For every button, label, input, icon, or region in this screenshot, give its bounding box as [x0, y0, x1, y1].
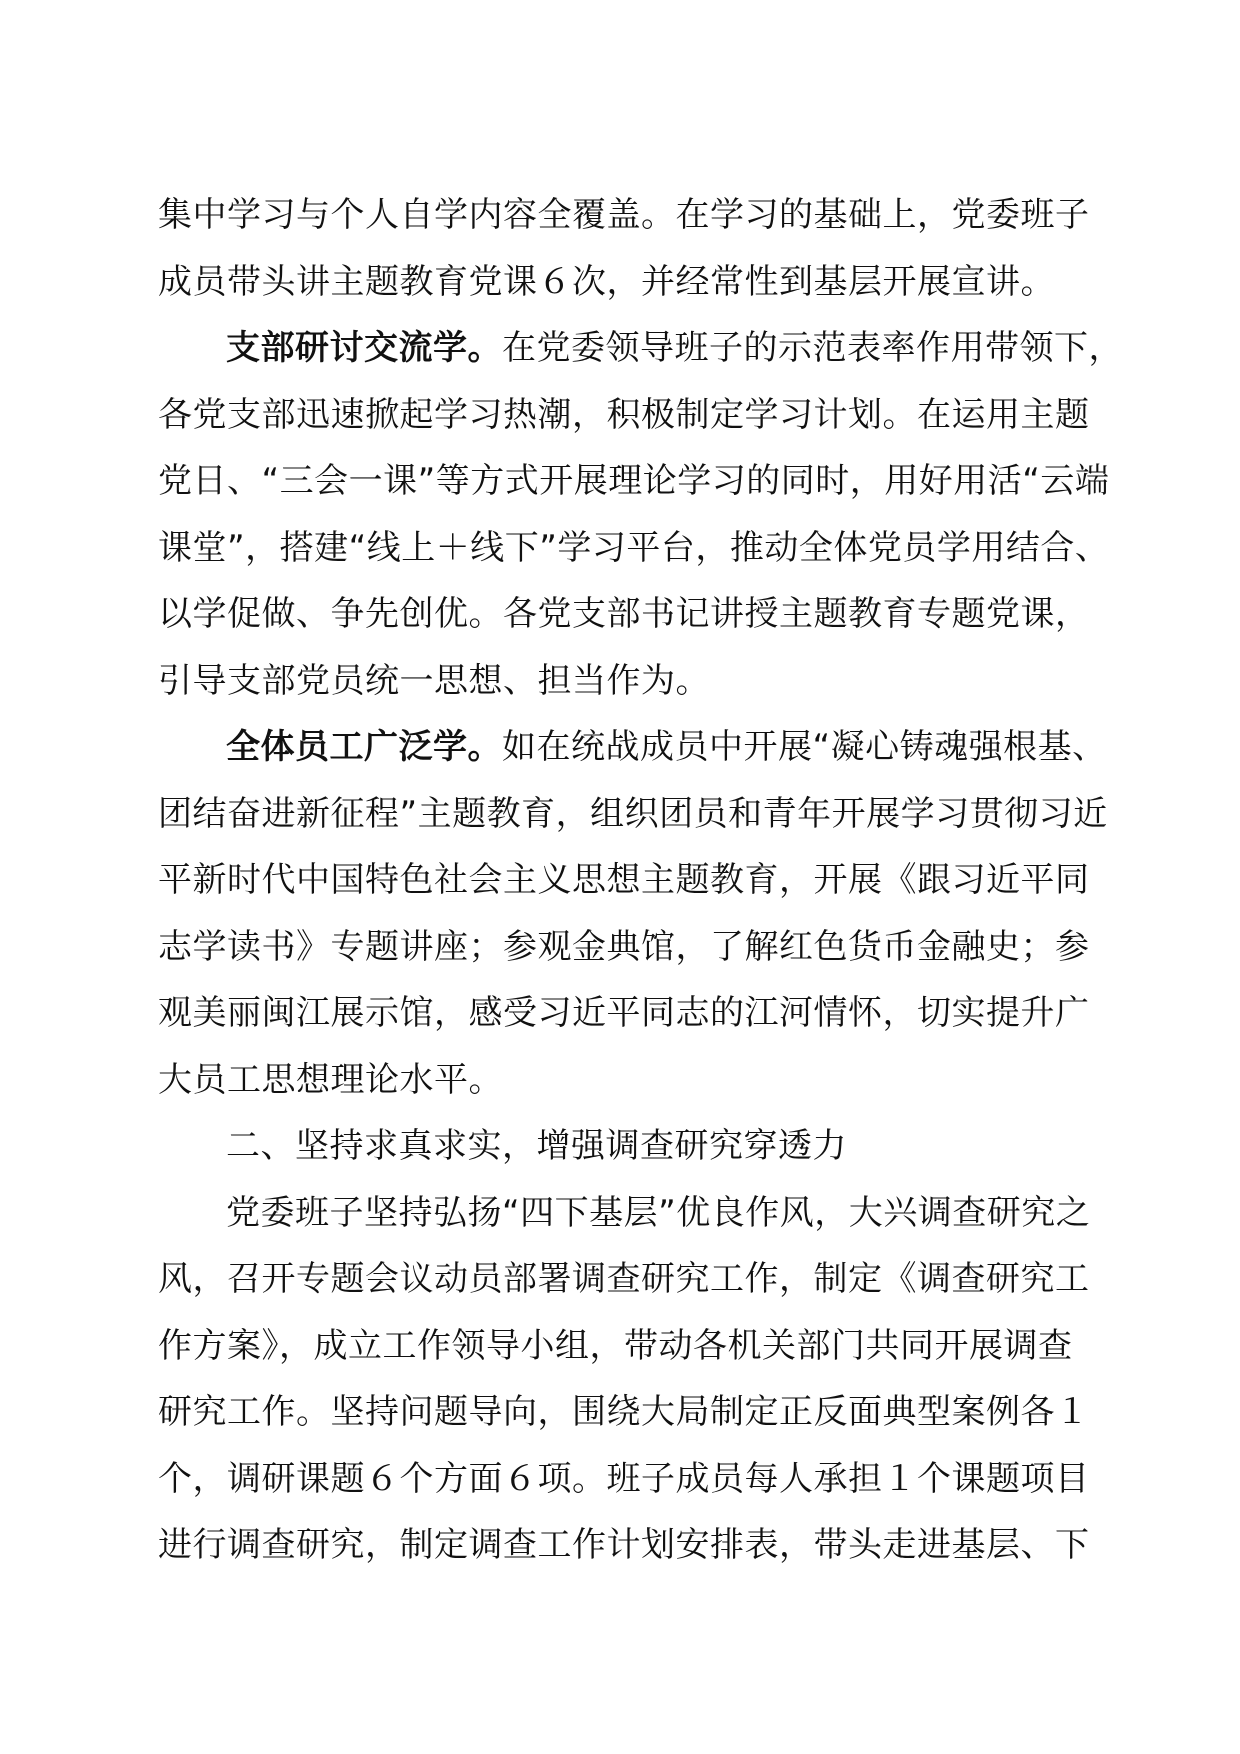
text-line: 大员工思想理论水平。 [158, 1059, 503, 1100]
text-line: 平新时代中国特色社会主义思想主题教育，开展《跟习近平同 [158, 860, 1090, 900]
text-line: 进行调查研究，制定调查工作计划安排表，带头走进基层、下 [158, 1525, 1090, 1565]
text-line: 集中学习与个人自学内容全覆盖。在学习的基础上，党委班子 [158, 195, 1090, 235]
paragraph-heading: 支部研讨交流学。 [226, 328, 502, 368]
text-line: 志学读书》专题讲座；参观金典馆，了解红色货币金融史；参 [158, 926, 1090, 967]
paragraph-start-line [158, 315, 1123, 382]
text-line: 研究工作。坚持问题导向，围绕大局制定正反面典型案例各１ [158, 1392, 1090, 1432]
text-line: 课堂”，搭建“线上＋线下”学习平台，推动全体党员学用结合、 [158, 527, 1110, 568]
paragraph-start-line [158, 714, 1108, 781]
text-line: 各党支部迅速掀起学习热潮，积极制定学习计划。在运用主题 [158, 394, 1090, 435]
paragraph-text: 如在统战成员中开展“凝心铸魂强根基、 [502, 727, 1107, 767]
text-line: 观美丽闽江展示馆，感受习近平同志的江河情怀，切实提升广 [158, 993, 1090, 1033]
text-line: 成员带头讲主题教育党课６次，并经常性到基层开展宣讲。 [158, 261, 1055, 302]
paragraph-start-line: 党委班子坚持弘扬“四下基层”优良作风，大兴调查研究之 [226, 1192, 1091, 1233]
document-body [158, 182, 1123, 1579]
text-line: 风，召开专题会议动员部署调查研究工作，制定《调查研究工 [158, 1259, 1090, 1299]
text-line: 个，调研课题６个方面６项。班子成员每人承担１个课题项目 [158, 1458, 1090, 1499]
paragraph-heading: 全体员工广泛学。 [226, 727, 502, 767]
text-line: 引导支部党员统一思想、担当作为。 [158, 660, 710, 701]
text-line: 以学促做、争先创优。各党支部书记讲授主题教育专题党课， [158, 594, 1090, 634]
text-line: 党日、“三会一课”等方式开展理论学习的同时，用好用活“云端 [158, 461, 1110, 501]
text-line: 作方案》，成立工作领导小组，带动各机关部门共同开展调查 [158, 1325, 1073, 1366]
section-heading: 二、坚持求真求实，增强调查研究穿透力 [226, 1126, 847, 1166]
paragraph-text: 在党委领导班子的示范表率作用带领下， [502, 328, 1123, 368]
text-line: 团结奋进新征程”主题教育，组织团员和青年开展学习贯彻习近 [158, 793, 1108, 834]
